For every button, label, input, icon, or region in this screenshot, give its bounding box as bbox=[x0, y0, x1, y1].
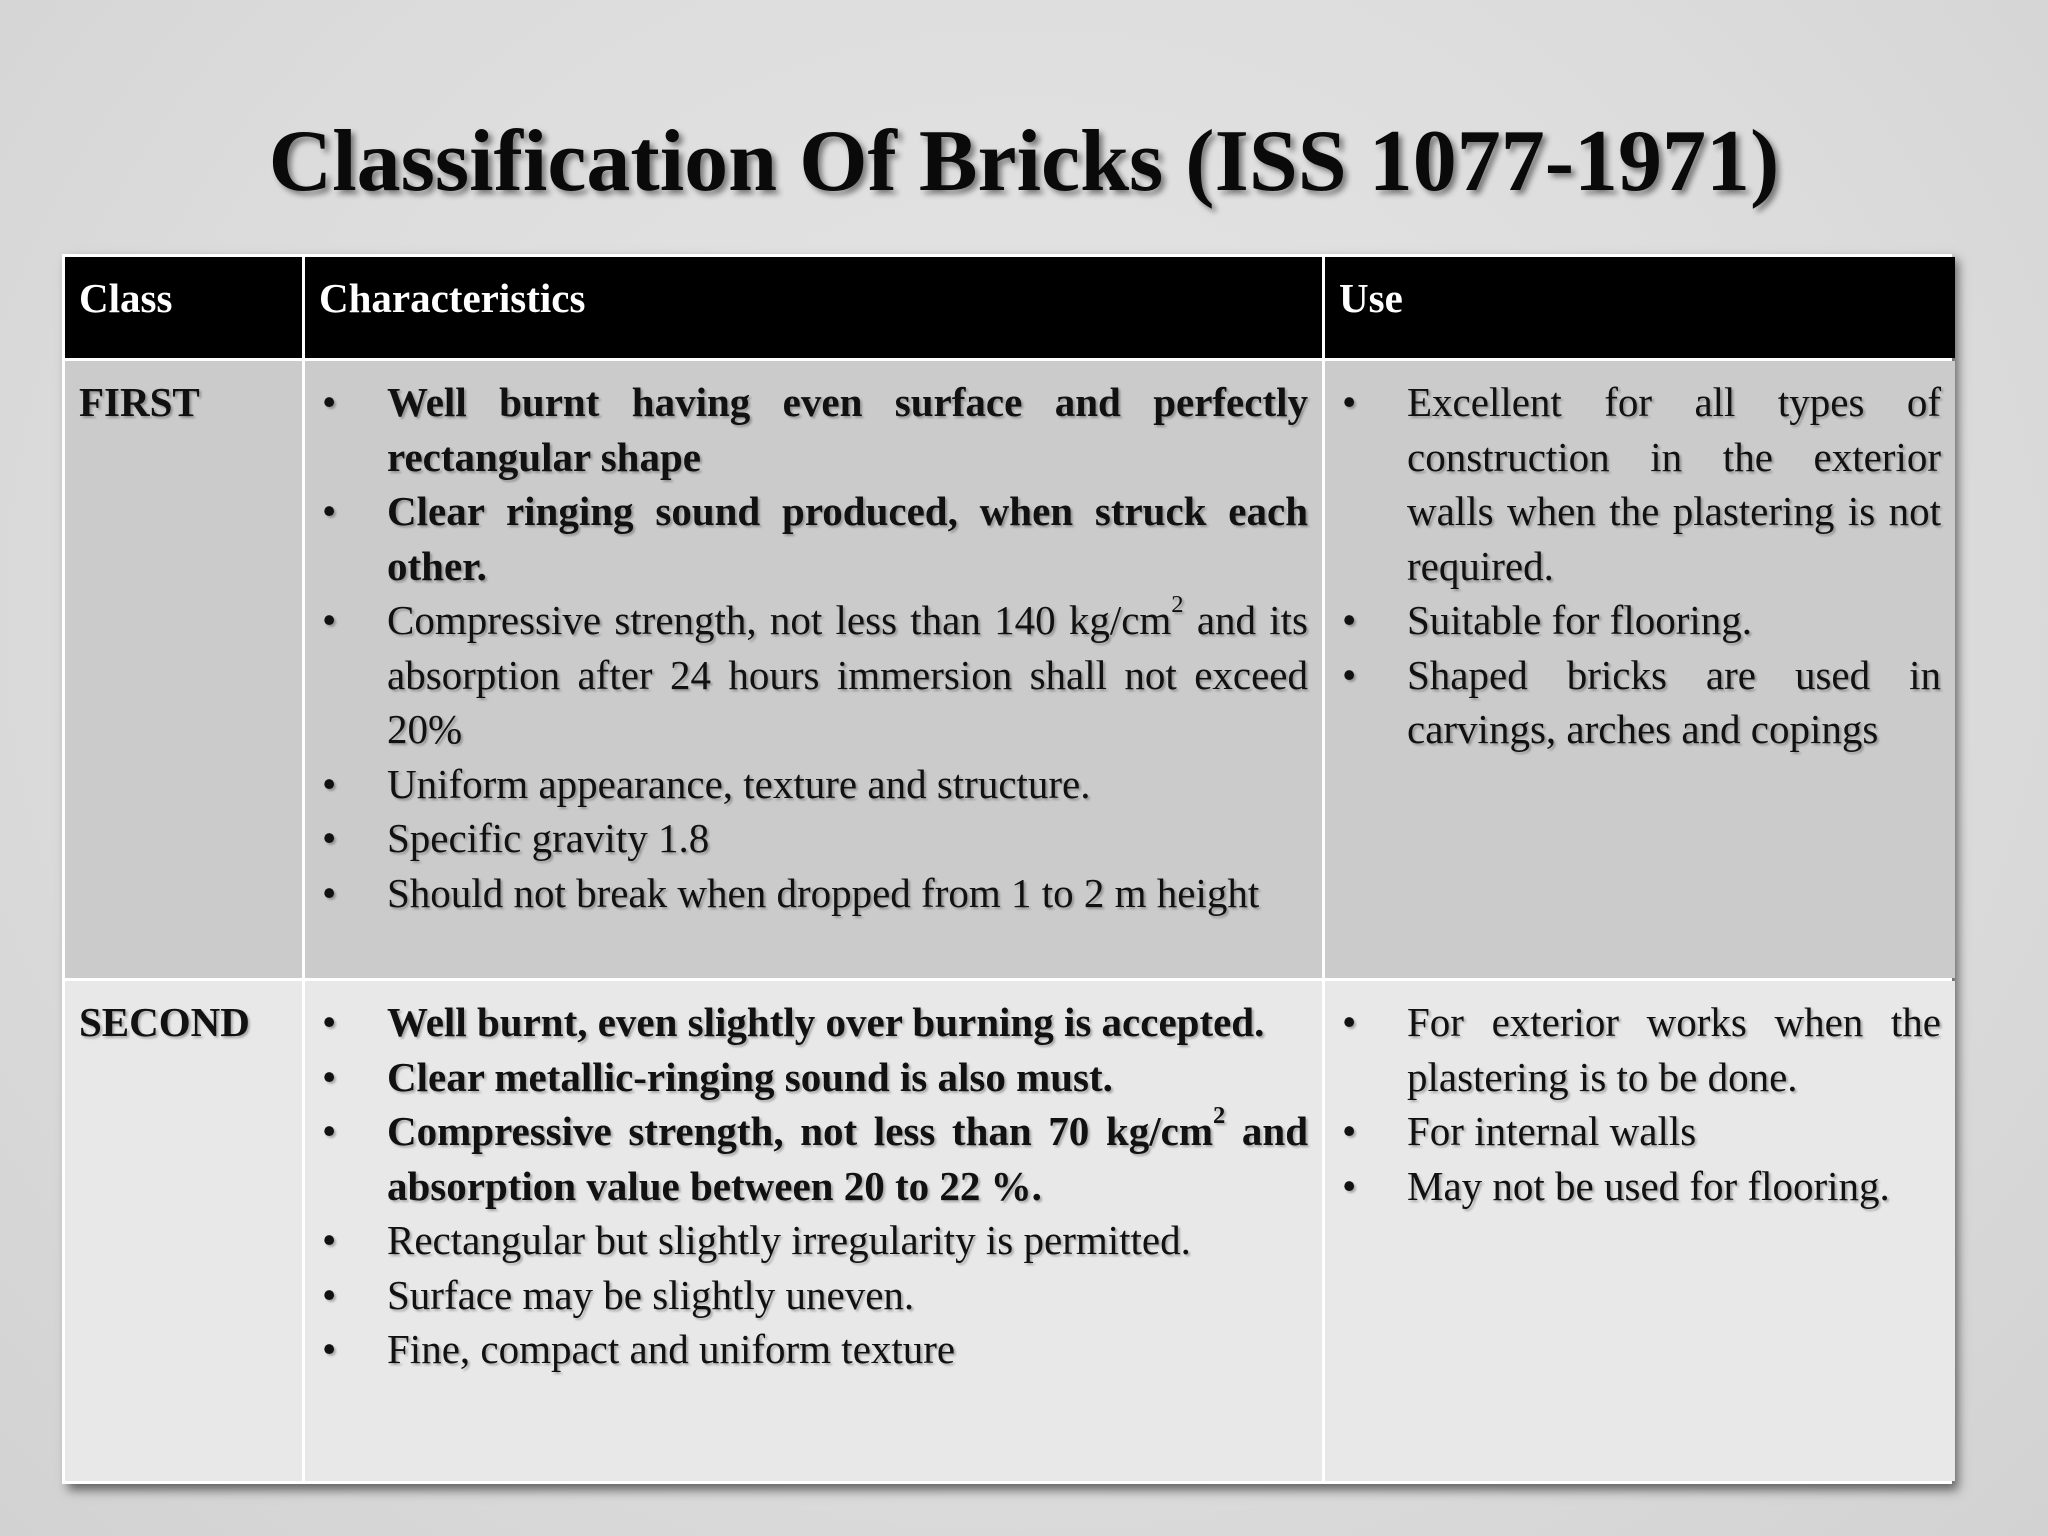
characteristic-text: Compressive strength, not less than 140 kg/cm bbox=[387, 597, 1172, 643]
characteristic-item: • Well burnt, even slightly over burning is accepted. bbox=[319, 995, 1308, 1050]
characteristic-item: • Fine, compact and uniform texture bbox=[319, 1322, 1308, 1377]
header-class: Class bbox=[65, 257, 302, 358]
use-item: • For internal walls bbox=[1339, 1104, 1941, 1159]
superscript: 2 bbox=[1171, 590, 1184, 618]
characteristic-item: • Clear metallic-ringing sound is also must. bbox=[319, 1050, 1308, 1105]
table-grid bbox=[65, 257, 1949, 1481]
characteristic-item: • Uniform appearance, texture and structure. bbox=[319, 757, 1308, 812]
use-item: • Shaped bricks are used in carvings, arches and copings bbox=[1339, 648, 1941, 757]
use-item: • Suitable for flooring. bbox=[1339, 593, 1941, 648]
characteristic-item: • Should not break when dropped from 1 to 2 m height bbox=[319, 866, 1308, 921]
class-cell-first: FIRST bbox=[65, 361, 302, 978]
header-use: Use bbox=[1325, 257, 1955, 358]
characteristic-text: and its absorption after 24 hours immersion shall not exceed 20% bbox=[387, 597, 1308, 752]
use-item: • May not be used for flooring. bbox=[1339, 1159, 1941, 1214]
characteristic-text: Compressive strength, not less than 70 kg/cm bbox=[387, 1108, 1213, 1154]
characteristics-list-second bbox=[319, 995, 1308, 1377]
use-cell-first bbox=[1325, 361, 1955, 978]
characteristic-item: • Specific gravity 1.8 bbox=[319, 811, 1308, 866]
use-list-first bbox=[1339, 375, 1941, 757]
classification-table bbox=[62, 254, 1952, 1484]
characteristics-list-first bbox=[319, 375, 1308, 920]
characteristics-cell-second bbox=[305, 981, 1322, 1481]
class-cell-second: SECOND bbox=[65, 981, 302, 1481]
characteristic-item: • Surface may be slightly uneven. bbox=[319, 1268, 1308, 1323]
slide-title: Classification Of Bricks (ISS 1077-1971) bbox=[268, 113, 1780, 210]
characteristic-item bbox=[319, 1101, 1309, 1213]
characteristic-item bbox=[319, 590, 1308, 757]
characteristic-item: • Clear ringing sound produced, when struck each other. bbox=[319, 484, 1308, 593]
characteristic-item: • Well burnt having even surface and perfectly rectangular shape bbox=[319, 375, 1308, 484]
use-list-second bbox=[1339, 995, 1941, 1213]
superscript: 2 bbox=[1212, 1101, 1226, 1129]
header-characteristics: Characteristics bbox=[305, 257, 1322, 358]
characteristic-item: • Rectangular but slightly irregularity is permitted. bbox=[319, 1213, 1308, 1268]
use-item: • Excellent for all types of construction in the exterior walls when the plastering is not required. bbox=[1339, 375, 1941, 593]
use-item: • For exterior works when the plastering is to be done. bbox=[1339, 995, 1941, 1104]
characteristics-cell-first bbox=[305, 361, 1322, 978]
use-cell-second bbox=[1325, 981, 1955, 1481]
characteristic-text: and absorption value between 20 to 22 %. bbox=[387, 1108, 1309, 1209]
